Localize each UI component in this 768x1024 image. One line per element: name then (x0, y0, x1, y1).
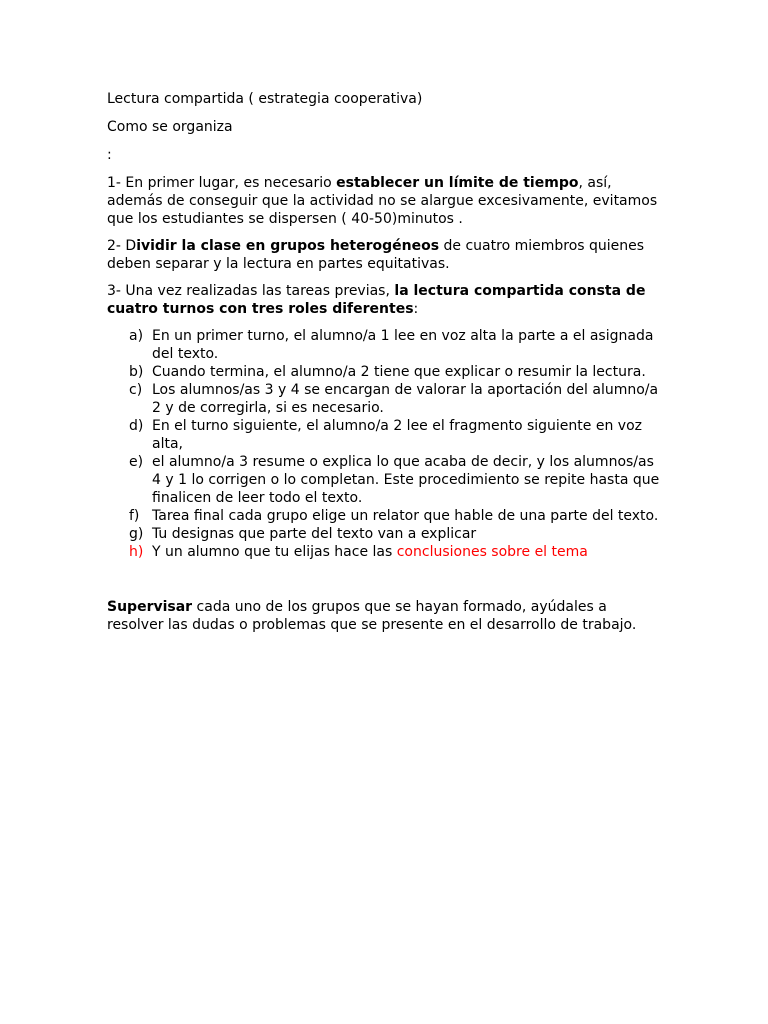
colon-line: : (107, 147, 112, 163)
paragraph-1-pre: 1- En primer lugar, es necesario (107, 175, 337, 191)
list-item-text: Cuando termina, el alumno/a 2 tiene que explicar o resumir la lectura. (152, 364, 646, 380)
list-item (107, 381, 667, 417)
list-marker: g) (129, 526, 144, 542)
document-body (107, 90, 667, 634)
paragraph-3 (107, 282, 667, 318)
list-marker: d) (129, 418, 144, 434)
paragraph-1-post: , así, además de conseguir que la actividad no se alargue excesivamente, evitamos que los estudiantes se dispersen ( 40-50)minutos . (107, 175, 658, 227)
list-marker: f) (129, 508, 140, 524)
list-item-text: Y un alumno que tu elijas hace las (152, 544, 397, 560)
list-item (107, 363, 667, 381)
list-marker: b) (129, 364, 144, 380)
list-item-text: En el turno siguiente, el alumno/a 2 lee el fragmento siguiente en voz alta, (152, 418, 642, 452)
steps-list (107, 327, 667, 561)
paragraph-2 (107, 237, 667, 273)
list-item (107, 327, 667, 363)
list-marker-red: h) (129, 544, 144, 560)
paragraph-3-post: : (413, 301, 419, 317)
paragraph-3-bold: la lectura compartida consta de cuatro turnos con tres roles diferentes (107, 283, 646, 317)
list-item-text: el alumno/a 3 resume o explica lo que acaba de decir, y los alumnos/as 4 y 1 lo corrigen o lo completan. Este procedimiento se repite hasta que finalicen de leer todo el texto. (152, 454, 660, 506)
list-item (107, 417, 667, 453)
supervise-bold: Supervisar (107, 599, 193, 615)
paragraph-2-bold: ividir la clase en grupos heterogéneos (136, 238, 440, 254)
supervise-paragraph (107, 598, 667, 634)
list-item (107, 525, 667, 543)
list-item-text: En un primer turno, el alumno/a 1 lee en voz alta la parte a el asignada del texto. (152, 328, 654, 362)
list-item (107, 507, 667, 525)
paragraph-2-pre: 2- D (107, 238, 137, 254)
list-item-highlighted (107, 543, 667, 561)
list-item-text: Tarea final cada grupo elige un relator que hable de una parte del texto. (152, 508, 659, 524)
document-subtitle: Como se organiza (107, 119, 233, 135)
document-title: Lectura compartida ( estrategia cooperativa) (107, 91, 423, 107)
paragraph-2-post: de cuatro miembros quienes deben separar y la lectura en partes equitativas. (107, 238, 645, 272)
supervise-text: cada uno de los grupos que se hayan formado, ayúdales a resolver las dudas o problemas que se presente en el desarrollo de trabajo. (107, 599, 637, 633)
paragraph-1-bold: establecer un límite de tiempo (336, 175, 579, 191)
list-marker: a) (129, 328, 144, 344)
list-item-text: Los alumnos/as 3 y 4 se encargan de valorar la aportación del alumno/a 2 y de corregirla, si es necesario. (152, 382, 659, 416)
list-item-text: Tu designas que parte del texto van a explicar (152, 526, 477, 542)
list-marker: e) (129, 454, 144, 470)
paragraph-1 (107, 174, 667, 228)
paragraph-3-pre: 3- Una vez realizadas las tareas previas, (107, 283, 395, 299)
list-marker: c) (129, 382, 143, 398)
list-item (107, 453, 667, 507)
highlighted-text: conclusiones sobre el tema (396, 544, 588, 560)
